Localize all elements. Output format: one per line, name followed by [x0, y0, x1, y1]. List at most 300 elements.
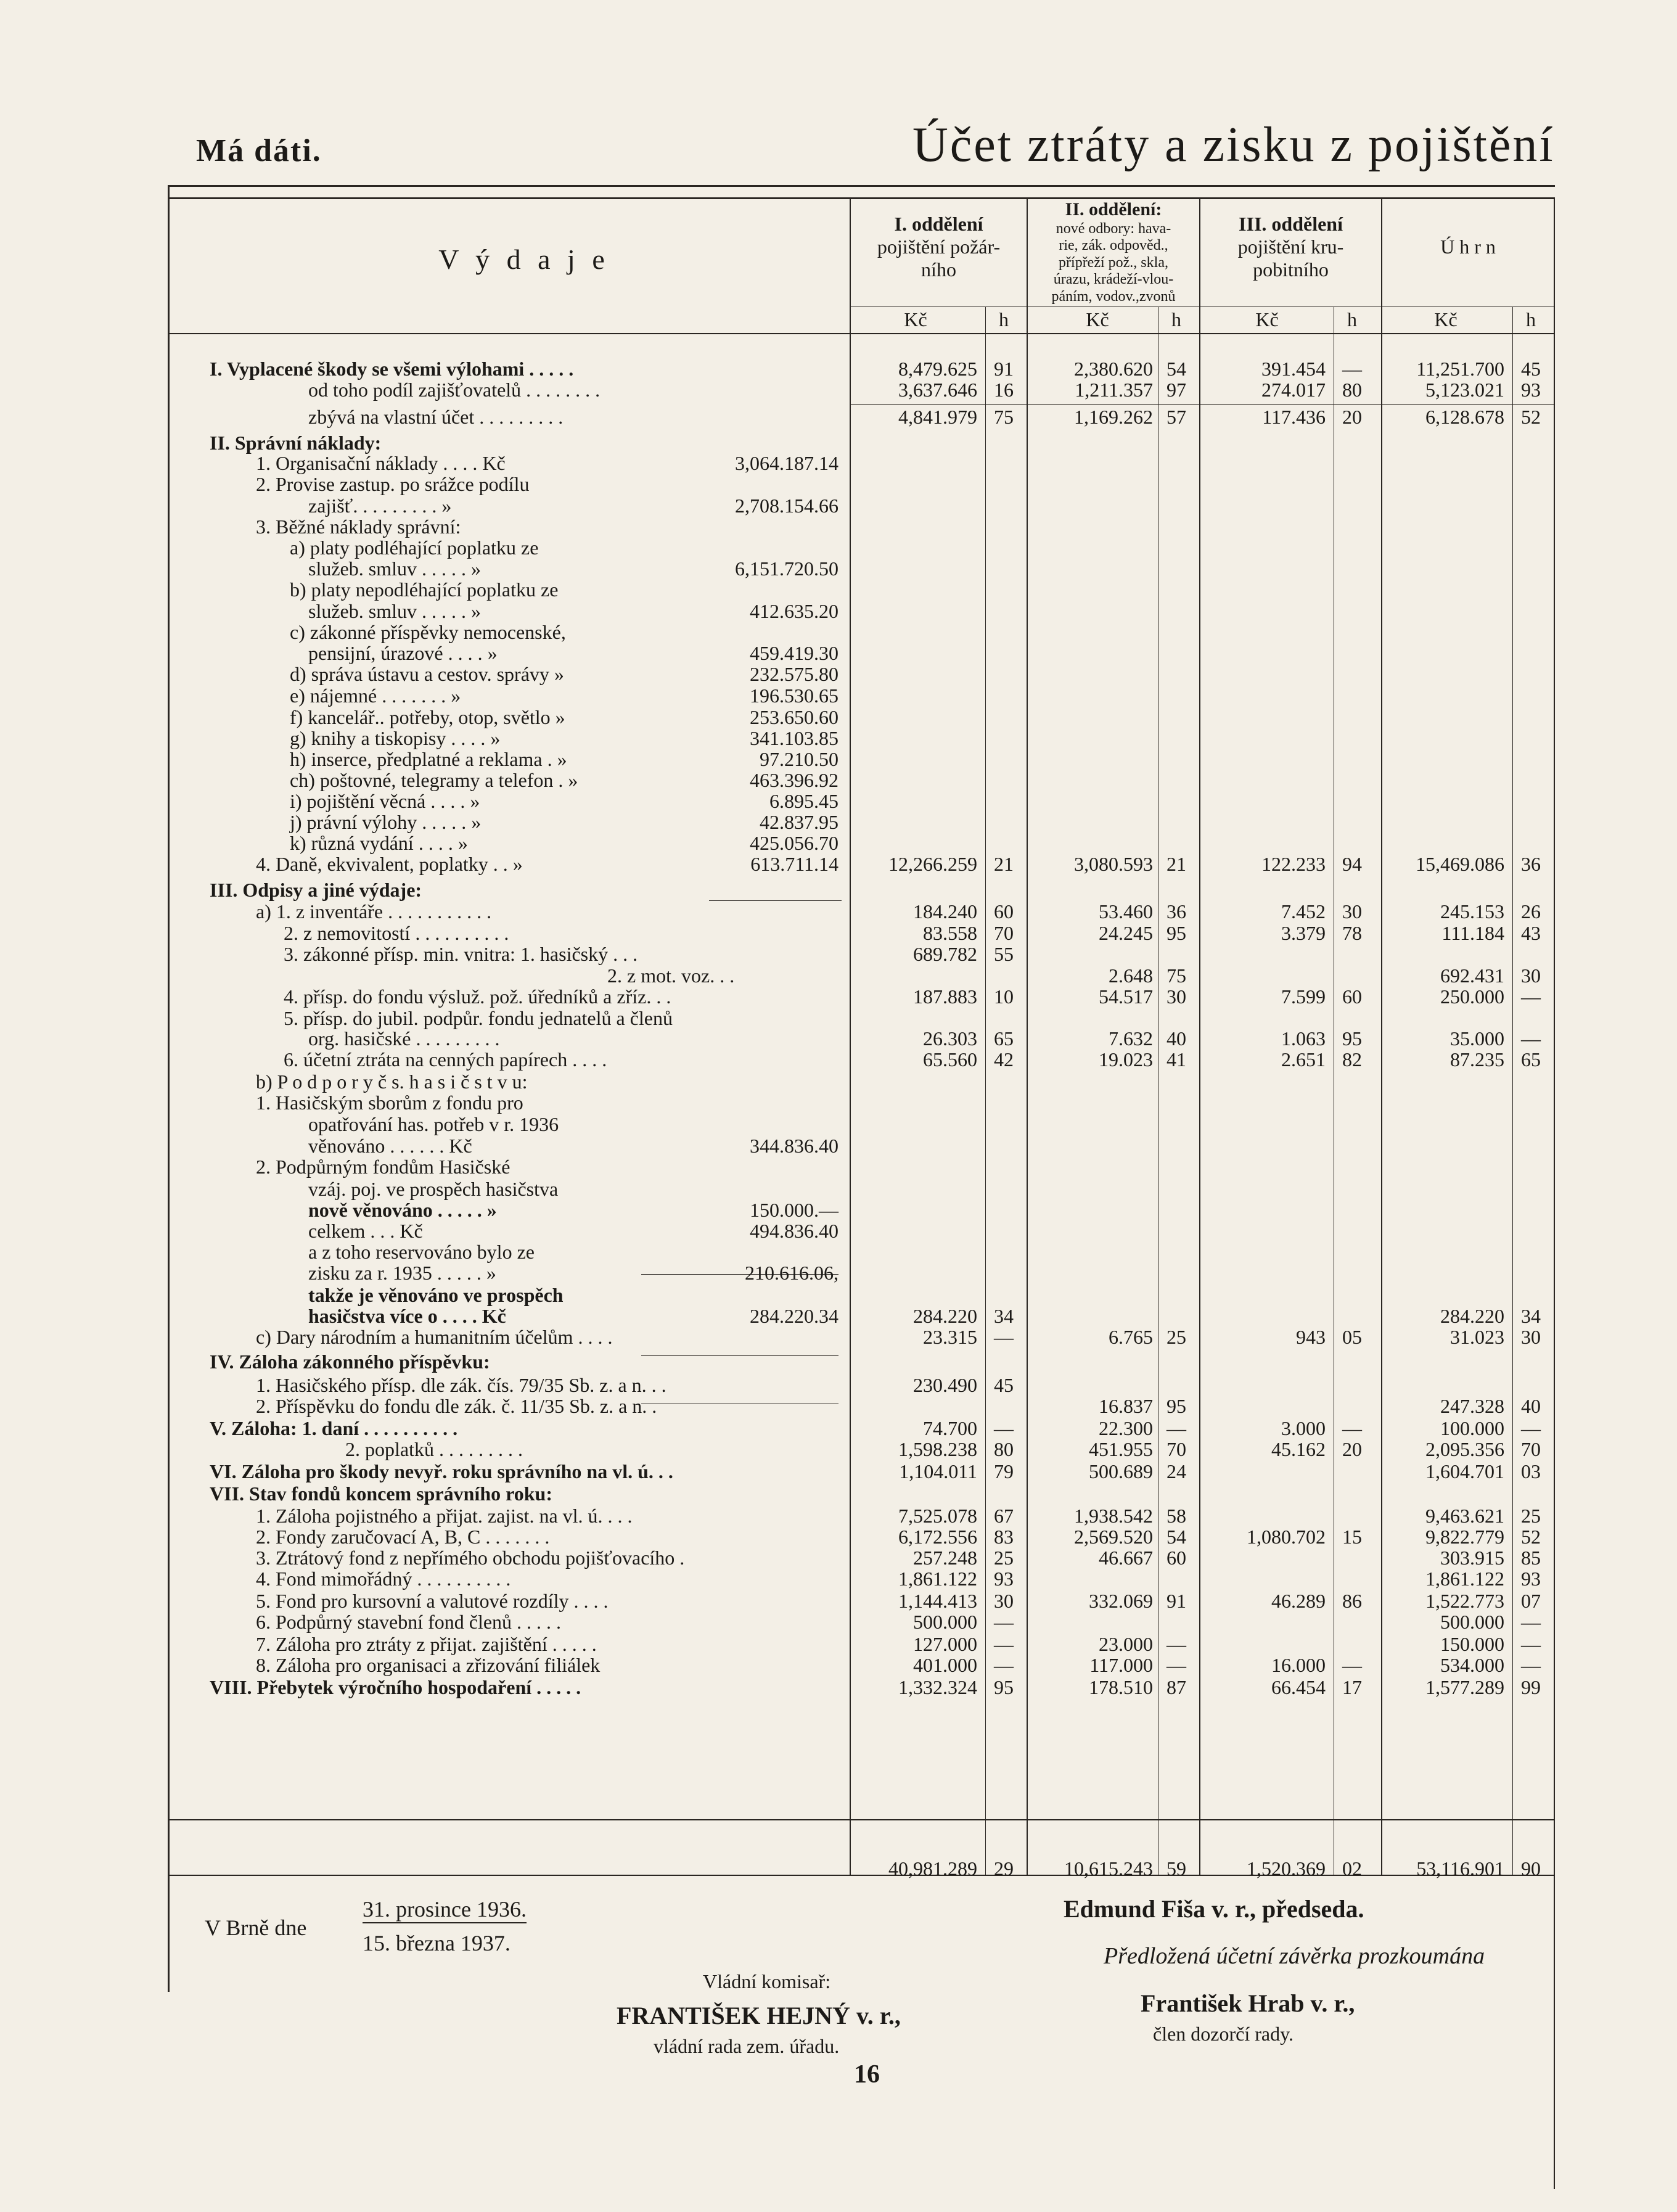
column-header-vydaje: V ý d a j e — [438, 244, 610, 275]
ledger-row — [0, 1007, 1677, 1029]
c2-amount-h: 95 — [1167, 1395, 1186, 1417]
c4-total-kc: 53,116.901 — [1416, 1857, 1504, 1880]
c2-amount-kc: 1,938.542 — [1074, 1505, 1153, 1527]
row-description: opatřování has. potřeb v r. 1936 — [308, 1113, 559, 1135]
c1-amount-h: 10 — [994, 985, 1014, 1008]
row-description: 4. Daně, ekvivalent, poplatky . . » — [256, 853, 523, 875]
ledger-row — [0, 1590, 1677, 1612]
c4-total-h: 90 — [1521, 1857, 1541, 1880]
ledger-row — [0, 663, 1677, 685]
c4-amount-h: 25 — [1521, 1505, 1541, 1527]
subtotal-amount: 6,151.720.50 — [735, 557, 838, 580]
ledger-row — [0, 642, 1677, 664]
ledger-row — [0, 1178, 1677, 1200]
row-description: IV. Záloha zákonného příspěvku: — [210, 1351, 490, 1373]
c3-amount-kc: 1.063 — [1281, 1027, 1326, 1050]
c1-amount-h: 30 — [994, 1590, 1014, 1612]
subtotal-amount: 494.836.40 — [750, 1220, 838, 1242]
ledger-row — [0, 537, 1677, 559]
c1-amount-h: 75 — [994, 406, 1014, 428]
c2-amount-kc: 332.069 — [1089, 1590, 1153, 1612]
ledger-row — [0, 879, 1677, 901]
c1-amount-h: 55 — [994, 943, 1014, 965]
ledger-row — [0, 1374, 1677, 1396]
ledger-row — [0, 1351, 1677, 1373]
ledger-row — [0, 358, 1677, 380]
c4-amount-h: — — [1521, 1417, 1541, 1439]
c4-amount-kc: 9,463.621 — [1425, 1505, 1504, 1527]
c1-amount-kc: 4,841.979 — [898, 406, 977, 428]
c4-amount-kc: 284.220 — [1440, 1305, 1504, 1327]
c4-amount-h: 07 — [1521, 1590, 1541, 1612]
c1-amount-kc: 401.000 — [913, 1654, 977, 1676]
c4-amount-h: 36 — [1521, 853, 1541, 875]
c1-amount-kc: 1,598.238 — [898, 1438, 977, 1460]
c2-amount-kc: 24.245 — [1099, 922, 1153, 944]
c3-amount-kc: 117.436 — [1262, 406, 1326, 428]
c1-amount-h: 25 — [994, 1547, 1014, 1569]
ledger-row — [0, 832, 1677, 854]
unit-kc: Kč — [1255, 308, 1279, 331]
ledger-row — [0, 1676, 1677, 1698]
c1-amount-kc: 1,861.122 — [898, 1568, 977, 1590]
c2-amount-h: 60 — [1167, 1547, 1186, 1569]
ledger-row — [0, 557, 1677, 580]
c4-amount-h: 43 — [1521, 922, 1541, 944]
subtotal-amount: 284.220.34 — [750, 1305, 838, 1327]
c1-amount-h: — — [994, 1326, 1014, 1348]
ledger-row — [0, 1482, 1677, 1505]
ledger-row — [0, 1547, 1677, 1569]
c3-amount-h: 78 — [1342, 922, 1362, 944]
c1-amount-h: — — [994, 1611, 1014, 1633]
c2-amount-h: — — [1167, 1633, 1186, 1655]
c4-amount-h: 65 — [1521, 1048, 1541, 1071]
unit-h: h — [999, 308, 1009, 331]
c2-amount-kc: 1,211.357 — [1075, 379, 1153, 401]
c2-amount-kc: 3,080.593 — [1074, 853, 1153, 875]
row-description: 2. Příspěvku do fondu dle zák. č. 11/35 Sb. z. a n. . — [256, 1395, 657, 1417]
unit-kc: Kč — [904, 308, 927, 331]
c2-amount-kc: 1,169.262 — [1074, 406, 1153, 428]
c3-amount-kc: 1,080.702 — [1247, 1526, 1326, 1548]
c3-amount-kc: 45.162 — [1271, 1438, 1326, 1460]
c3-amount-kc: 7.599 — [1281, 985, 1326, 1008]
ledger-row — [0, 516, 1677, 538]
row-description: i) pojištění věcná . . . . » — [290, 790, 480, 812]
unit-kc: Kč — [1086, 308, 1109, 331]
c1-amount-kc: 83.558 — [923, 922, 977, 944]
ledger-row — [0, 1526, 1677, 1548]
ledger-row — [0, 473, 1677, 495]
place-label: V Brně dne — [205, 1915, 307, 1940]
c4-amount-kc: 87.235 — [1450, 1048, 1504, 1071]
c2-amount-kc: 500.689 — [1089, 1460, 1153, 1482]
c1-amount-kc: 230.490 — [913, 1374, 977, 1396]
c1-total-kc: 40,981.289 — [888, 1857, 977, 1880]
c3-total-h: 02 — [1342, 1857, 1362, 1880]
c1-amount-h: 79 — [994, 1460, 1014, 1482]
row-description: 7. Záloha pro ztráty z přijat. zajištění . . . . . — [256, 1633, 597, 1655]
ledger-row — [0, 1438, 1677, 1460]
subtotal-amount: 425.056.70 — [750, 832, 838, 854]
c2-amount-h: 95 — [1167, 922, 1186, 944]
subtotal-amount: 253.650.60 — [750, 706, 838, 728]
auditor-signature: František Hrab v. r., — [1141, 1989, 1355, 2017]
c3-amount-h: — — [1342, 1654, 1362, 1676]
c4-amount-kc: 1,522.773 — [1425, 1590, 1504, 1612]
row-description: služeb. smluv . . . . . » — [308, 557, 481, 580]
subtotal-amount: 2,708.154.66 — [735, 495, 838, 517]
ledger-row — [0, 600, 1677, 622]
subtotal-amount: 3,064.187.14 — [735, 452, 838, 474]
c4-amount-kc: 534.000 — [1440, 1654, 1504, 1676]
c2-amount-kc: 54.517 — [1099, 985, 1153, 1008]
row-description: vzáj. poj. ve prospěch hasičstva — [308, 1178, 559, 1200]
c4-amount-kc: 1,861.122 — [1425, 1568, 1504, 1590]
ledger-row — [0, 1326, 1677, 1348]
c4-amount-h: 45 — [1521, 358, 1541, 380]
c3-amount-h: — — [1342, 358, 1362, 380]
c1-amount-kc: 6,172.556 — [898, 1526, 977, 1548]
c1-amount-kc: 26.303 — [923, 1027, 977, 1050]
column-header-dept1: I. oddělení pojištění požár- ního — [877, 213, 1001, 281]
subtotal-amount: 463.396.92 — [750, 769, 838, 791]
row-description: 8. Záloha pro organisaci a zřizování filiálek — [256, 1654, 601, 1676]
ledger-row — [0, 769, 1677, 791]
c1-amount-h: — — [994, 1633, 1014, 1655]
ledger-row — [0, 1048, 1677, 1071]
row-description: d) správa ústavu a cestov. správy » — [290, 663, 564, 685]
c1-amount-kc: 3,637.646 — [898, 379, 977, 401]
ledger-row — [0, 748, 1677, 770]
ledger-row — [0, 922, 1677, 944]
c2-amount-h: 54 — [1167, 1526, 1186, 1548]
c1-amount-h: 91 — [994, 358, 1014, 380]
row-description: zisku za r. 1935 . . . . . » — [308, 1262, 496, 1284]
c4-amount-kc: 2,095.356 — [1425, 1438, 1504, 1460]
c3-amount-kc: 3.379 — [1281, 922, 1326, 944]
c2-amount-kc: 6.765 — [1109, 1326, 1153, 1348]
c3-amount-h: — — [1342, 1417, 1362, 1439]
c4-amount-h: 99 — [1521, 1676, 1541, 1698]
column-header-dept3: III. oddělení pojištění kru- pobitního — [1237, 213, 1344, 281]
unit-h: h — [1526, 308, 1536, 331]
c3-amount-h: 30 — [1342, 900, 1362, 923]
ledger-row — [0, 964, 1677, 987]
subtotal-amount: 97.210.50 — [760, 748, 838, 770]
c2-amount-kc: 2,569.520 — [1074, 1526, 1153, 1548]
c4-amount-h: — — [1521, 1027, 1541, 1050]
ledger-row — [0, 685, 1677, 707]
c2-amount-h: — — [1167, 1417, 1186, 1439]
c3-amount-h: 15 — [1342, 1526, 1362, 1548]
c4-amount-kc: 500.000 — [1440, 1611, 1504, 1633]
c2-amount-h: 97 — [1167, 379, 1186, 401]
row-description: 2. Fondy zaručovací A, B, C . . . . . . . — [256, 1526, 550, 1548]
ledger-row — [0, 1654, 1677, 1676]
c3-amount-kc: 943 — [1296, 1326, 1326, 1348]
c4-amount-kc: 15,469.086 — [1416, 853, 1504, 875]
c1-amount-kc: 1,104.011 — [899, 1460, 977, 1482]
ledger-row — [0, 1027, 1677, 1050]
c1-amount-h: 42 — [994, 1048, 1014, 1071]
c4-amount-h: — — [1521, 1611, 1541, 1633]
c2-amount-h: 54 — [1167, 358, 1186, 380]
c4-amount-kc: 111.184 — [1441, 922, 1504, 944]
row-description: VIII. Přebytek výročního hospodaření . . . . . — [210, 1676, 581, 1698]
row-description: VI. Záloha pro škody nevyř. roku správního na vl. ú. . . — [210, 1460, 673, 1482]
c2-amount-h: 25 — [1167, 1326, 1186, 1348]
c1-total-h: 29 — [994, 1857, 1014, 1880]
unit-h: h — [1347, 308, 1357, 331]
c2-amount-h: 91 — [1167, 1590, 1186, 1612]
commissioner-label: Vládní komisař: — [703, 1970, 831, 1992]
column-header-dept2: II. oddělení: nové odbory: hava- rie, zák. odpověd., přípřeží pož., skla, úrazu, krádeží-vlou- páním, vodov.,zvonů — [1051, 199, 1176, 305]
page-heading-left: Má dáti. — [196, 133, 322, 168]
c4-amount-h: 93 — [1521, 379, 1541, 401]
c3-amount-kc: 3.000 — [1281, 1417, 1326, 1439]
row-description: celkem . . . Kč — [308, 1220, 423, 1242]
c4-amount-kc: 11,251.700 — [1416, 358, 1504, 380]
c1-amount-h: 95 — [994, 1676, 1014, 1698]
c4-amount-kc: 100.000 — [1440, 1417, 1504, 1439]
row-description: hasičstva více o . . . . Kč — [308, 1305, 506, 1327]
c3-amount-kc: 46.289 — [1271, 1590, 1326, 1612]
c1-amount-h: 45 — [994, 1374, 1014, 1396]
c2-amount-h: 41 — [1167, 1048, 1186, 1071]
c1-amount-kc: 187.883 — [913, 985, 977, 1008]
c2-amount-h: 75 — [1167, 964, 1186, 987]
c4-amount-h: 30 — [1521, 1326, 1541, 1348]
ledger-row — [0, 985, 1677, 1008]
subtotal-amount: 42.837.95 — [760, 811, 838, 833]
ledger-row — [0, 1611, 1677, 1633]
ledger-row — [0, 1262, 1677, 1284]
row-description: I. Vyplacené škody se všemi výlohami . . . . . — [210, 358, 574, 380]
c3-amount-h: 82 — [1342, 1048, 1362, 1071]
c2-amount-h: — — [1167, 1654, 1186, 1676]
c4-amount-kc: 150.000 — [1440, 1633, 1504, 1655]
c1-amount-kc: 65.560 — [923, 1048, 977, 1071]
ledger-row — [0, 578, 1677, 601]
ledger-row — [0, 495, 1677, 517]
c4-amount-kc: 250.000 — [1440, 985, 1504, 1008]
c1-amount-kc: 689.782 — [913, 943, 977, 965]
row-description: od toho podíl zajišťovatelů . . . . . . . . — [308, 379, 601, 401]
c4-amount-h: — — [1521, 985, 1541, 1008]
c3-amount-h: 05 — [1342, 1326, 1362, 1348]
c1-amount-h: 16 — [994, 379, 1014, 401]
row-description: b) platy nepodléhající poplatku ze — [290, 578, 559, 601]
row-description: a) 1. z inventáře . . . . . . . . . . . — [256, 900, 492, 923]
c1-amount-kc: 8,479.625 — [898, 358, 977, 380]
c1-amount-kc: 1,332.324 — [898, 1676, 977, 1698]
c1-amount-h: 70 — [994, 922, 1014, 944]
c4-amount-kc: 9,822.779 — [1425, 1526, 1504, 1548]
c3-amount-kc: 391.454 — [1261, 358, 1326, 380]
c1-amount-kc: 74.700 — [923, 1417, 977, 1439]
c1-amount-kc: 284.220 — [913, 1305, 977, 1327]
c1-amount-kc: 257.248 — [913, 1547, 977, 1569]
ledger-row — [0, 1633, 1677, 1655]
c2-total-kc: 10,615.243 — [1064, 1857, 1153, 1880]
row-description: věnováno . . . . . . Kč — [308, 1135, 472, 1157]
row-description: 5. přísp. do jubil. podpůr. fondu jednatelů a členů — [284, 1007, 673, 1029]
c2-amount-h: 57 — [1167, 406, 1186, 428]
c3-amount-h: 20 — [1342, 1438, 1362, 1460]
c4-amount-kc: 35.000 — [1450, 1027, 1504, 1050]
ledger-row — [0, 406, 1677, 428]
c1-amount-h: 60 — [994, 900, 1014, 923]
c1-amount-h: 80 — [994, 1438, 1014, 1460]
row-description: pensijní, úrazové . . . . » — [308, 642, 498, 664]
c3-amount-h: 20 — [1342, 406, 1362, 428]
row-description: a z toho reservováno bylo ze — [308, 1241, 535, 1263]
c4-amount-h: 70 — [1521, 1438, 1541, 1460]
c3-amount-kc: 66.454 — [1271, 1676, 1326, 1698]
c1-amount-kc: 127.000 — [913, 1633, 977, 1655]
row-description: k) různá vydání . . . . » — [290, 832, 468, 854]
row-description: 3. Ztrátový fond z nepřímého obchodu pojišťovacího . — [256, 1547, 685, 1569]
row-description: 2. poplatků . . . . . . . . . — [345, 1438, 523, 1460]
c2-amount-h: 21 — [1167, 853, 1186, 875]
ledger-row — [0, 1505, 1677, 1527]
row-description: takže je věnováno ve prospěch — [308, 1284, 564, 1306]
c1-amount-h: 83 — [994, 1526, 1014, 1548]
commissioner-name: FRANTIŠEK HEJNÝ v. r., — [617, 2002, 901, 2029]
ledger-row — [0, 1156, 1677, 1178]
c2-amount-kc: 19.023 — [1099, 1048, 1153, 1071]
c2-amount-kc: 178.510 — [1089, 1676, 1153, 1698]
row-description: j) právní výlohy . . . . . » — [290, 811, 482, 833]
row-description: nově věnováno . . . . . » — [308, 1199, 497, 1221]
row-description: 1. Organisační náklady . . . . Kč — [256, 452, 506, 474]
c4-amount-kc: 245.153 — [1440, 900, 1504, 923]
c2-amount-kc: 46.667 — [1099, 1547, 1153, 1569]
row-description: f) kancelář.. potřeby, otop, světlo » — [290, 706, 565, 728]
c3-amount-h: 17 — [1342, 1676, 1362, 1698]
c1-amount-h: — — [994, 1417, 1014, 1439]
unit-kc: Kč — [1434, 308, 1458, 331]
row-description: 4. Fond mimořádný . . . . . . . . . . — [256, 1568, 511, 1590]
row-description: c) Dary národním a humanitním účelům . . . . — [256, 1326, 613, 1348]
row-description: 1. Záloha pojistného a přijat. zajist. na vl. ú. . . . — [256, 1505, 633, 1527]
c1-amount-h: 93 — [994, 1568, 1014, 1590]
c2-amount-h: 30 — [1167, 985, 1186, 1008]
c4-amount-kc: 31.023 — [1450, 1326, 1504, 1348]
totals-row — [0, 1857, 1677, 1880]
row-description: 6. účetní ztráta na cenných papírech . . . . — [284, 1048, 607, 1071]
c4-amount-kc: 303.915 — [1440, 1547, 1504, 1569]
row-description: 2. z nemovitostí . . . . . . . . . . — [284, 922, 509, 944]
c3-amount-h: 86 — [1342, 1590, 1362, 1612]
ledger-row — [0, 1417, 1677, 1439]
row-description: zajišť. . . . . . . . . » — [308, 495, 452, 517]
ledger-row — [0, 432, 1677, 454]
c3-amount-h: 80 — [1342, 379, 1362, 401]
c4-amount-h: 52 — [1521, 1526, 1541, 1548]
ledger-row — [0, 1241, 1677, 1263]
c2-amount-kc: 2,380.620 — [1074, 358, 1153, 380]
subtotal-amount: 341.103.85 — [750, 727, 838, 749]
c2-amount-h: 87 — [1167, 1676, 1186, 1698]
c4-amount-h: 93 — [1521, 1568, 1541, 1590]
ledger-row — [0, 790, 1677, 812]
c4-amount-kc: 6,128.678 — [1425, 406, 1504, 428]
c4-amount-kc: 5,123.021 — [1425, 379, 1504, 401]
ledger-row — [0, 1284, 1677, 1306]
row-description: b) P o d p o r y č s. h a s i č s t v u: — [256, 1071, 528, 1093]
row-description: ch) poštovné, telegramy a telefon . » — [290, 769, 578, 791]
subtotal-amount: 150.000.— — [750, 1199, 838, 1221]
subtotal-amount: 459.419.30 — [750, 642, 838, 664]
c3-amount-kc: 274.017 — [1261, 379, 1326, 401]
c1-amount-kc: 7,525.078 — [898, 1505, 977, 1527]
ledger-row — [0, 811, 1677, 833]
c4-amount-h: — — [1521, 1654, 1541, 1676]
c1-amount-kc: 1,144.413 — [898, 1590, 977, 1612]
row-description: III. Odpisy a jiné výdaje: — [210, 879, 422, 901]
unit-h: h — [1171, 308, 1181, 331]
row-description: 5. Fond pro kursovní a valutové rozdíly . . . . — [256, 1590, 609, 1612]
c4-amount-h: 40 — [1521, 1395, 1541, 1417]
row-description: zbývá na vlastní účet . . . . . . . . . — [308, 406, 564, 428]
c2-amount-kc: 22.300 — [1099, 1417, 1153, 1439]
c4-amount-h: 85 — [1521, 1547, 1541, 1569]
c4-amount-h: 03 — [1521, 1460, 1541, 1482]
date-first: 31. prosince 1936. — [363, 1896, 527, 1923]
auditor-title: člen dozorčí rady. — [1153, 2023, 1294, 2045]
c4-amount-kc: 1,604.701 — [1425, 1460, 1504, 1482]
ledger-row — [0, 727, 1677, 749]
c2-amount-kc: 23.000 — [1099, 1633, 1153, 1655]
subtotal-amount: 344.836.40 — [750, 1135, 838, 1157]
column-header-total: Ú h r n — [1440, 236, 1496, 258]
c4-amount-h: 34 — [1521, 1305, 1541, 1327]
c3-total-kc: 1,520.369 — [1247, 1857, 1326, 1880]
row-description: c) zákonné příspěvky nemocenské, — [290, 621, 566, 643]
subtotal-amount: 613.711.14 — [750, 853, 838, 875]
row-description: VII. Stav fondů koncem správního roku: — [210, 1482, 552, 1505]
c3-amount-kc: 16.000 — [1271, 1654, 1326, 1676]
c4-amount-h: 30 — [1521, 964, 1541, 987]
row-description: e) nájemné . . . . . . . » — [290, 685, 461, 707]
c2-amount-h: 24 — [1167, 1460, 1186, 1482]
row-description: 2. z mot. voz. . . — [607, 964, 735, 987]
row-description: V. Záloha: 1. daní . . . . . . . . . . — [210, 1417, 458, 1439]
c2-amount-kc: 2.648 — [1109, 964, 1153, 987]
c2-amount-kc: 53.460 — [1099, 900, 1153, 923]
subtotal-amount: 232.575.80 — [750, 663, 838, 685]
audit-note: Předložená účetní závěrka prozkoumána — [1104, 1943, 1485, 1969]
c3-amount-h: 94 — [1342, 853, 1362, 875]
ledger-row — [0, 706, 1677, 728]
c1-amount-h: 65 — [994, 1027, 1014, 1050]
ledger-row — [0, 943, 1677, 965]
ledger-row — [0, 1568, 1677, 1590]
chairman-signature: Edmund Fiša v. r., předseda. — [1064, 1895, 1364, 1923]
page-number: 16 — [854, 2060, 880, 2089]
c2-amount-h: 40 — [1167, 1027, 1186, 1050]
c1-amount-h: 34 — [994, 1305, 1014, 1327]
c4-amount-kc: 247.328 — [1440, 1395, 1504, 1417]
row-description: 3. Běžné náklady správní: — [256, 516, 461, 538]
row-description: 2. Podpůrným fondům Hasičské — [256, 1156, 510, 1178]
date-second: 15. března 1937. — [363, 1931, 510, 1955]
subtotal-amount: 6.895.45 — [769, 790, 838, 812]
c2-amount-kc: 451.955 — [1089, 1438, 1153, 1460]
